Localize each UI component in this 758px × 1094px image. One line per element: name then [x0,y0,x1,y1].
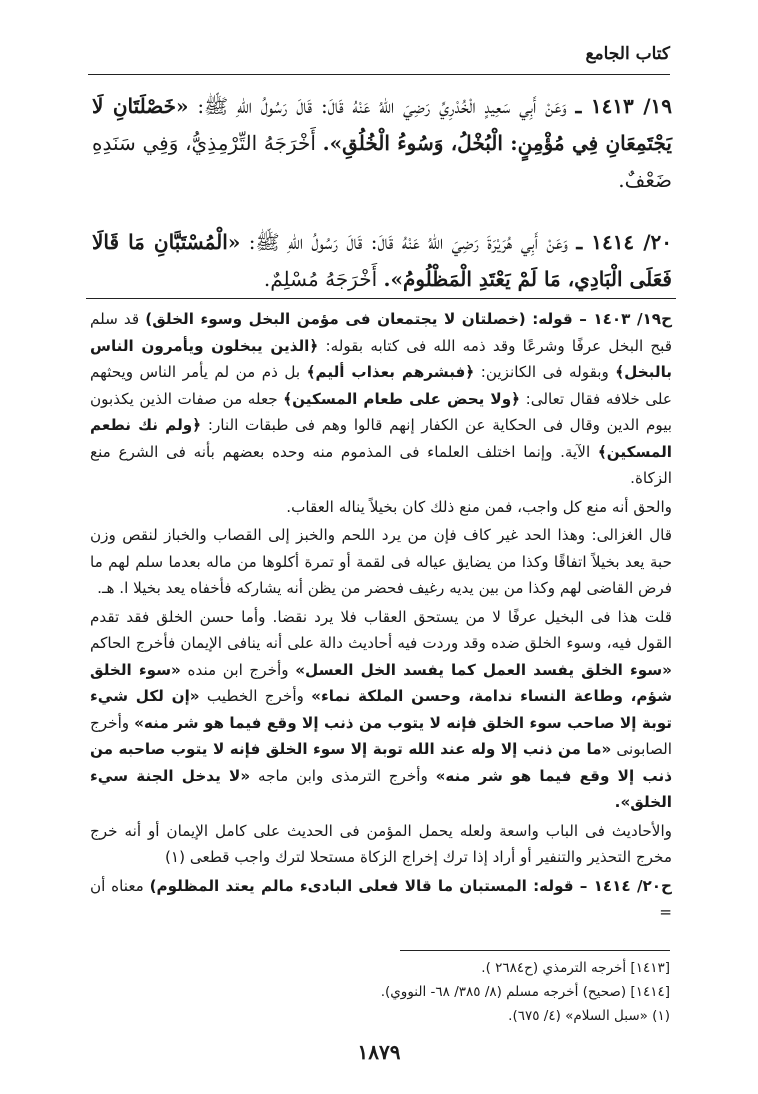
footnote-reference[interactable]: (١) [164,848,186,866]
commentary-text: وبقوله فى الكانزين: [480,363,609,381]
commentary-paragraph [90,818,672,871]
commentary-paragraph: والحق أنه منع كل واجب، فمن منع ذلك كان بخيلاً يناله العقاب. [286,497,672,516]
footnotes [200,956,670,1028]
commentary-paragraph [90,873,672,926]
commentary-divider [86,298,676,299]
hadith-citation: «لا يدخل الجنة سيء الخلق». [90,766,672,811]
hadith-intro: وَعَنْ أَبِي سَعِيدٍ الْخُدْرِيِّ رَضِيَ اللهُ عَنْهُ قَالَ: قَالَ رَسُولُ اللهِ ﷺ: [197,94,567,118]
commentary-text: جعله من صفات الذين يكذبون بيوم الدين وقال فى الحكاية عن الكفار إنهم قالوا وهم فى طبقات النار: [90,389,673,434]
hadith-citation: «سوء الخلق يفسد العمل كما يفسد الخل العسل» [295,660,672,679]
hadith-intro: وَعَنْ أَبِي هُرَيْرَةَ رَضِيَ اللهُ عَنْهُ قَالَ: قَالَ رَسُولُ اللهِ ﷺ: [248,230,568,254]
commentary-lead: ح١٩/ ١٤٠٣ – قوله: (خصلتان لا يجتمعان فى مؤمن البخل وسوء الخلق) [145,310,673,328]
hadith-number: ١٩/ ١٤١٣ ـ [575,94,673,118]
quran-quote: ﴿ولا يحض على طعام المسكين﴾ [283,389,521,408]
commentary-text: الآية. وإنما اختلف العلماء فى المذموم منه وحده بعضهم بأنه فى الشرع منع الزكاة. [90,442,672,487]
hadith-quote: «خَصْلَتَانِ لَا يَجْتَمِعَانِ فِي مُؤْمِنٍ: الْبُخْلُ، وَسُوءُ الْخُلُقِ». [92,94,672,155]
header-divider [88,74,670,75]
running-head: كتاب الجامع [585,44,670,64]
footnote: (١) «سبل السلام» (٤/ ٦٧٥). [508,1008,670,1024]
commentary-text: معناه أن = [90,876,672,921]
commentary-text: قلت هذا فى البخيل عرفًا لا من يستحق العقاب فلا يرد نقضا. وأما حسن الخلق فقد تقدم القول فيه، وسوء الخلق ضده وقد وردت فيه أحاديث دالة على أنه ينافى الإيمان فأخرج الحاكم [90,607,672,652]
hadith-source: أَخْرَجَهُ التِّرْمِذِيُّ، وَفِي سَنَدِهِ ضَعْفٌ. [92,131,672,192]
hadith-1413 [92,88,672,199]
quran-quote: ﴿الذين يبخلون ويأمرون الناس بالبخل﴾ [90,336,672,381]
commentary-paragraph: قال الغزالى: وهذا الحد غير كاف فإن من يرد اللحم والخبز إلى القصاب والخباز لنقص وزن حبة يعد بخيلاً اتفاقًا وكذا من يضايق عياله فى لقمة أو تمرة أكلوها من ماله بعدما سلم لهم ما فرض القاضى لهم وكذا من بين يديه رغيف فحضر من يظن أنه يشاركه فأخفاه يعد بخيلا ا. هـ. [90,526,672,597]
commentary-text: وأخرج الخطيب [206,687,304,705]
hadith-1414 [92,224,672,298]
commentary-text: وأخرج ابن منده [187,660,289,679]
commentary-paragraph [90,604,672,816]
hadith-number: ٢٠/ ١٤١٤ ـ [576,230,672,254]
footnote: [١٤١٣] أخرجه الترمذي (ح٢٦٨٤ ). [481,960,670,976]
commentary-text: والأحاديث فى الباب واسعة ولعله يحمل المؤمن فى الحديث على كامل الإيمان أو أنه خرج مخرج التحذير والتنفير أو أراد إذا ترك إخراج الزكاة مستحلا لترك واجب قطعى [90,821,672,866]
commentary-text: وأخرج الترمذى وابن ماجه [257,766,428,785]
commentary-text: وأخرج الصابونى [90,713,672,758]
hadith-citation: «سوء الخلق شؤم، وطاعة النساء ندامة، وحسن الملكة نماء» [90,660,673,705]
quran-quote: ﴿فبشرهم بعذاب أليم﴾ [306,363,475,381]
hadith-citation: «إن لكل شيء توبة إلا صاحب سوء الخلق فإنه لا يتوب من ذنب إلا وقع فيما هو شر منه» [90,687,672,732]
hadith-citation: «ما من ذنب إلا وله عند الله توبة إلا سوء الخلق فإنه لا يتوب صاحبه من ذنب إلا وقع فيما هو شر منه» [90,740,672,785]
hadith-quote: «الْمُسْتَبَّانِ مَا قَالَا فَعَلَى الْبَادِي، مَا لَمْ يَعْتَدِ الْمَظْلُومُ». [92,230,672,291]
footnote: [١٤١٤] (صحيح) أخرجه مسلم (٨/ ٣٨٥/ ٦٨- النووي). [380,984,670,1000]
commentary-paragraph [90,306,672,492]
commentary-text: بل ذم من لم يأمر الناس ويحثهم على خلافه فقال تعالى: [90,363,672,408]
hadith-source: أَخْرَجَهُ مُسْلِمٌ. [263,267,378,291]
footnote-divider [400,950,670,951]
commentary-lead: ح٢٠/ ١٤١٤ – قوله: المستبان ما قالا فعلى البادىء مالم يعتد المظلوم) [149,876,672,895]
page-number: ١٨٧٩ [357,1040,401,1064]
commentary-text: قد سلم قبح البخل عرفًا وشرعًا وقد ذمه الله فى كتابه بقوله: [90,310,672,355]
commentary [90,306,672,928]
quran-quote: ﴿ولم نك نطعم المسكين﴾ [90,416,673,461]
